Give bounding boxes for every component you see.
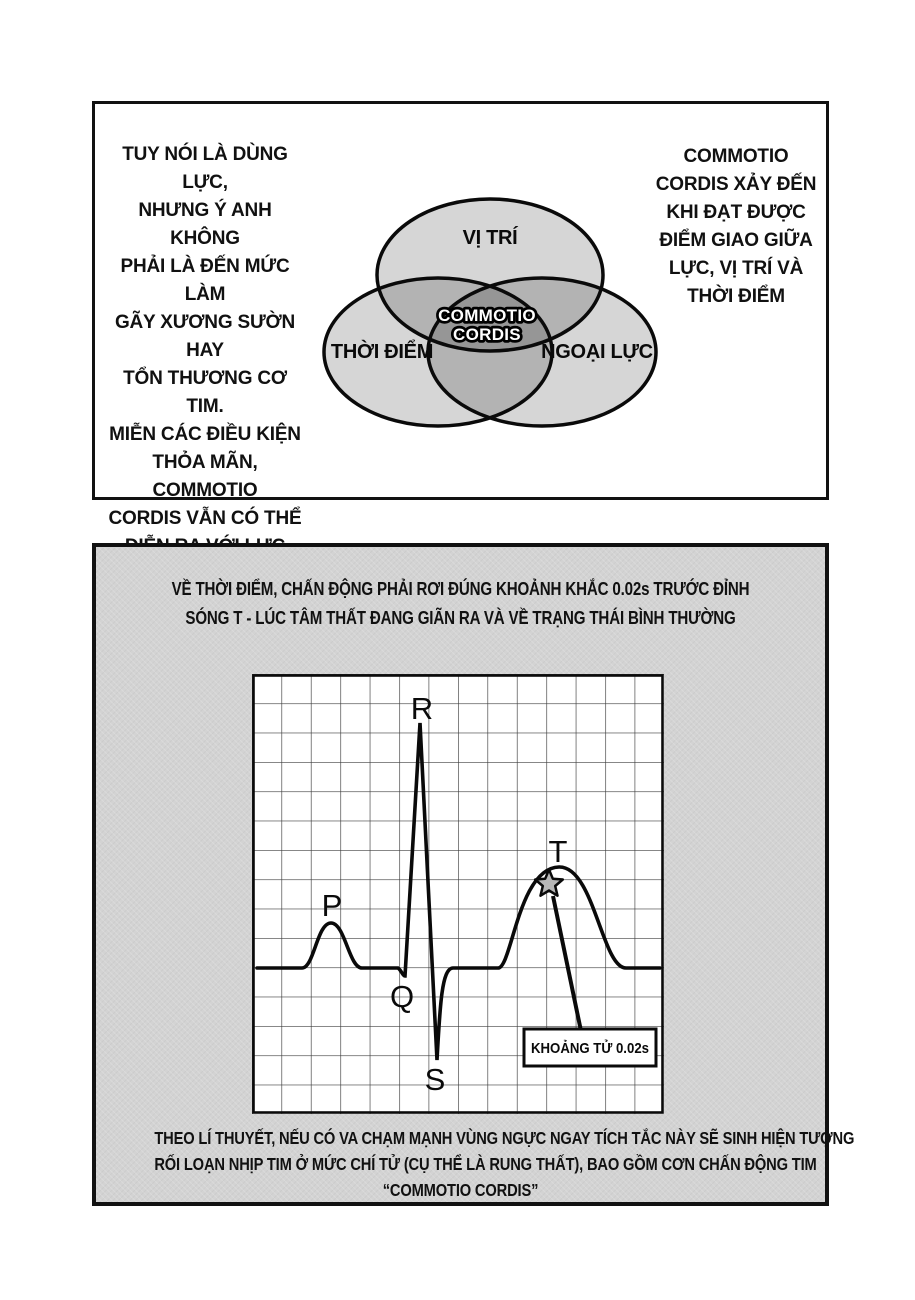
ecg-label-t: T [548,834,568,869]
ecg-label-q: Q [389,979,415,1014]
panel-venn [92,101,829,529]
narration-line: CORDIS VẪN CÓ THỂ [108,508,302,529]
narration-line: THỎA MÃN, COMMOTIO [152,452,258,501]
caption-line: SÓNG T - LÚC TÂM THẤT ĐANG GIÃN RA VÀ VỀ TRẠNG THÁI BÌNH THƯỜNG [185,608,736,628]
narration-line: THỜI ĐIỂM [687,286,785,307]
narration-line: CORDIS XẢY ĐẾN [655,174,817,195]
callout-label: KHOẢNG TỬ 0.02s [531,1040,664,1057]
caption-line: RỐI LOẠN NHỊP TIM Ở MỨC CHÍ TỬ (CỤ THỂ LÀ RUNG THẤT), BAO GỒM CƠN CHẤN ĐỘNG TIM [154,1154,817,1174]
narration-line: TUY NÓI LÀ DÙNG LỰC, [122,144,288,193]
narration-line: NHƯNG Ý ANH KHÔNG [138,200,272,249]
narration-left [105,141,305,589]
venn-label-timing: THỜI ĐIỂM [330,341,434,363]
venn-center-label-line2: CORDIS [453,325,521,344]
ecg-label-r: R [410,691,434,726]
caption-line: VỀ THỜI ĐIỂM, CHẤN ĐỘNG PHẢI RƠI ĐÚNG KHOẢNH KHẮC 0.02s TRƯỚC ĐỈNH [171,579,750,599]
venn-label-position: VỊ TRÍ [462,227,518,249]
narration-line: MIỄN CÁC ĐIỀU KIỆN [109,424,301,445]
narration-line: GÃY XƯƠNG SƯỜN HAY [114,312,296,361]
panel-ecg [92,543,855,1206]
narration-right [636,143,836,311]
venn-diagram [317,191,662,436]
caption-top [96,575,825,633]
narration-line: TỔN THƯƠNG CƠ TIM. [123,368,287,417]
caption-line: “COMMOTIO CORDIS” [382,1180,539,1200]
ecg-chart [252,674,664,1114]
ecg-chart-wrap [252,674,664,1114]
caption-line: THEO LÍ THUYẾT, NẾU CÓ VA CHẠM MẠNH VÙNG NGỰC NGAY TÍCH TẮC NÀY SẼ SINH HIỆN TƯỢNG [154,1128,855,1148]
venn-center-label-line1: COMMOTIO [438,306,536,325]
narration-line: COMMOTIO [683,146,789,167]
narration-line: LỰC, VỊ TRÍ VÀ [668,258,804,279]
caption-bottom [96,1125,855,1203]
callout-box [524,1029,664,1066]
ecg-label-s: S [424,1062,446,1097]
narration-line: KHI ĐẠT ĐƯỢC [666,202,806,223]
ecg-label-p: P [321,888,343,923]
narration-line: ĐIỂM GIAO GIỮA [659,230,813,251]
venn-label-force: NGOẠI LỰC [541,341,653,363]
narration-line: PHẢI LÀ ĐẾN MỨC LÀM [120,256,290,305]
